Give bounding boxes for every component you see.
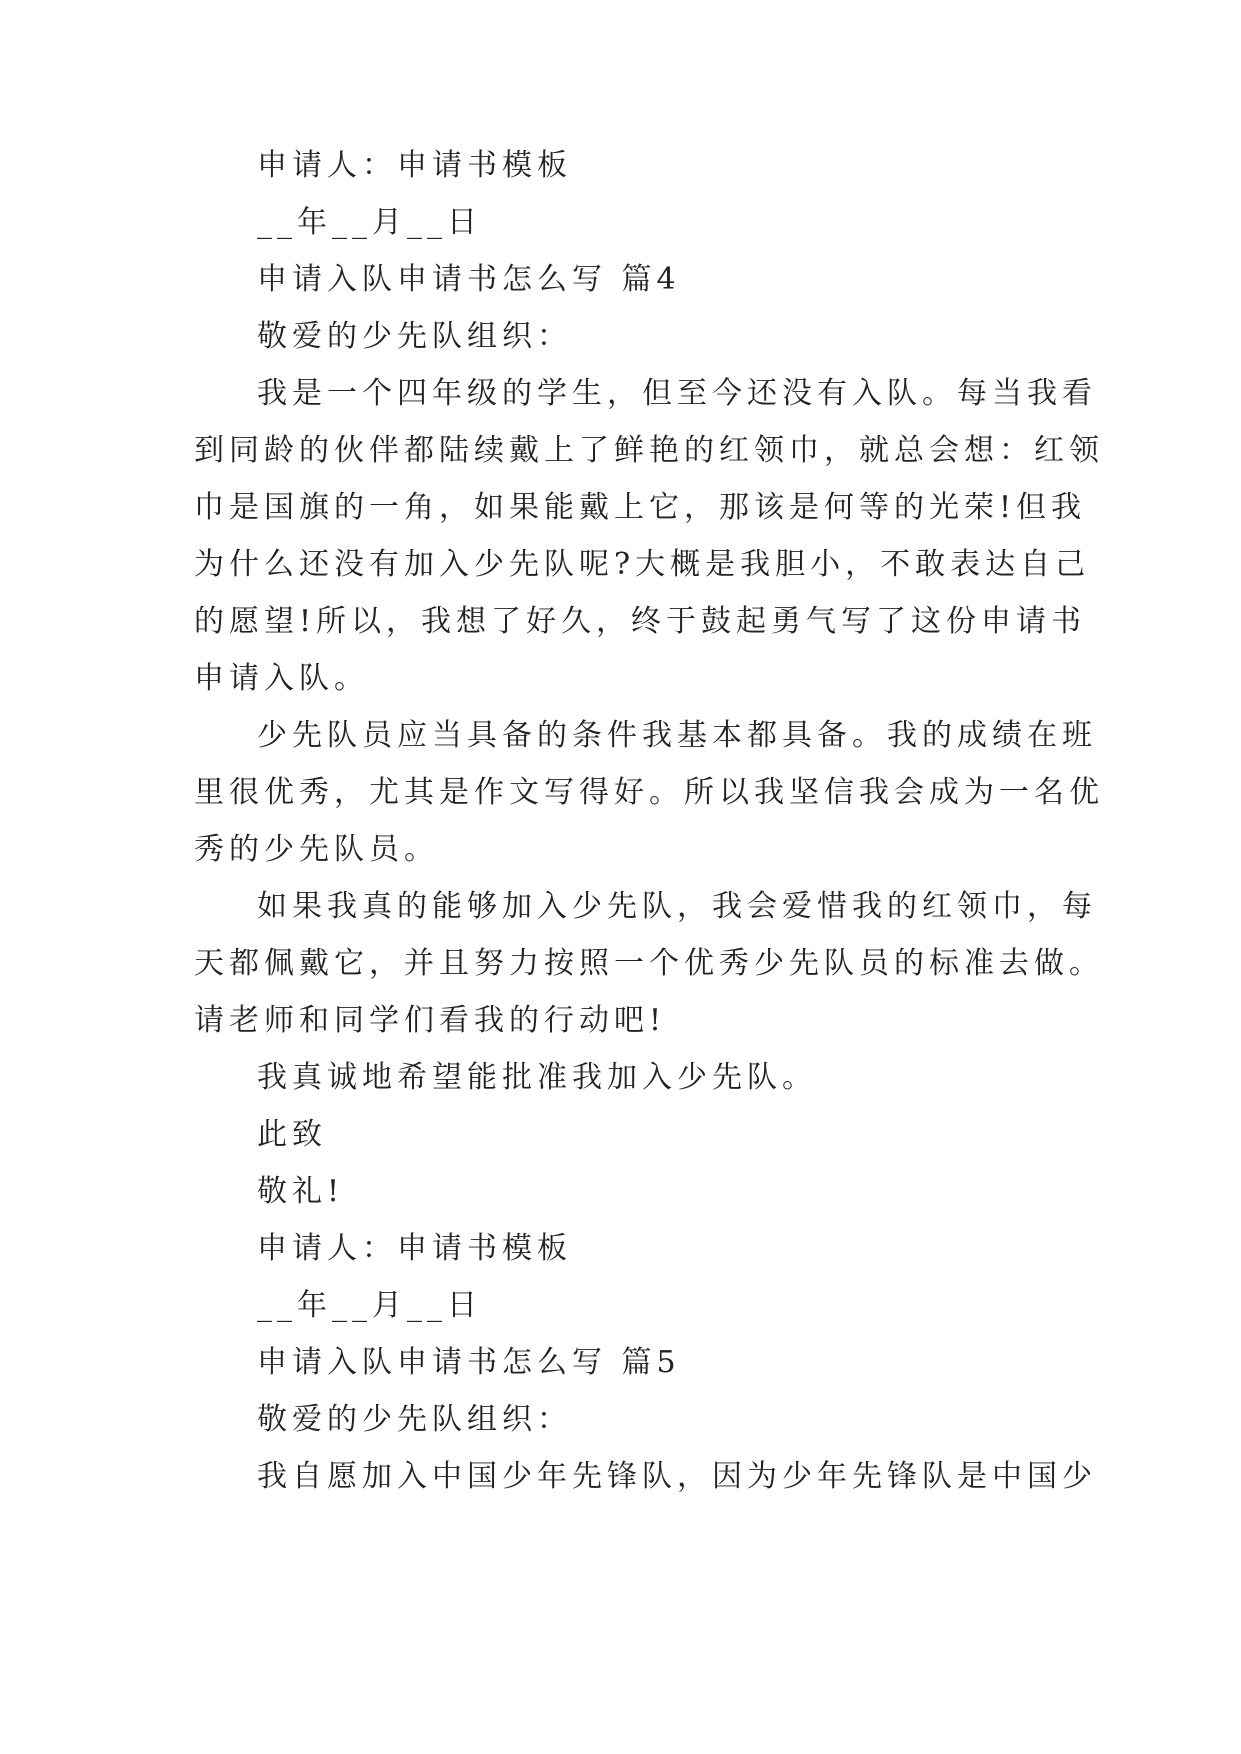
paragraph-line: 我真诚地希望能批准我加入少先队。 xyxy=(257,1060,817,1095)
paragraph-line: 少先队员应当具备的条件我基本都具备。我的成绩在班 xyxy=(257,718,1097,753)
paragraph-line: 的愿望!所以，我想了好久，终于鼓起勇气写了这份申请书 xyxy=(194,604,1087,639)
applicant-line: 申请人：申请书模板 xyxy=(257,1231,572,1266)
paragraph-line: 我是一个四年级的学生，但至今还没有入队。每当我看 xyxy=(257,376,1097,411)
paragraph-line: 申请入队。 xyxy=(194,661,369,696)
paragraph-line: 为什么还没有加入少先队呢?大概是我胆小，不敢表达自己 xyxy=(194,547,1091,582)
closing-line: 敬礼! xyxy=(257,1174,345,1209)
paragraph-line: 里很优秀，尤其是作文写得好。所以我坚信我会成为一名优 xyxy=(194,775,1104,810)
date-line: __年__月__日 xyxy=(257,1288,482,1323)
section-heading: 申请入队申请书怎么写 篇5 xyxy=(257,1345,681,1380)
salutation: 敬爱的少先队组织： xyxy=(257,1402,572,1437)
date-line: __年__月__日 xyxy=(257,205,482,240)
closing-line: 此致 xyxy=(257,1117,327,1152)
paragraph-line: 天都佩戴它，并且努力按照一个优秀少先队员的标准去做。 xyxy=(194,946,1104,981)
paragraph-line: 我自愿加入中国少年先锋队，因为少年先锋队是中国少 xyxy=(257,1459,1097,1494)
paragraph-line: 如果我真的能够加入少先队，我会爱惜我的红领巾，每 xyxy=(257,889,1097,924)
applicant-line: 申请人：申请书模板 xyxy=(257,148,572,183)
paragraph-line: 到同龄的伙伴都陆续戴上了鲜艳的红领巾，就总会想：红领 xyxy=(194,433,1104,468)
paragraph-line: 秀的少先队员。 xyxy=(194,832,439,867)
paragraph-line: 巾是国旗的一角，如果能戴上它，那该是何等的光荣!但我 xyxy=(194,490,1087,525)
salutation: 敬爱的少先队组织： xyxy=(257,319,572,354)
paragraph-line: 请老师和同学们看我的行动吧! xyxy=(194,1003,667,1038)
section-heading: 申请入队申请书怎么写 篇4 xyxy=(257,262,681,297)
